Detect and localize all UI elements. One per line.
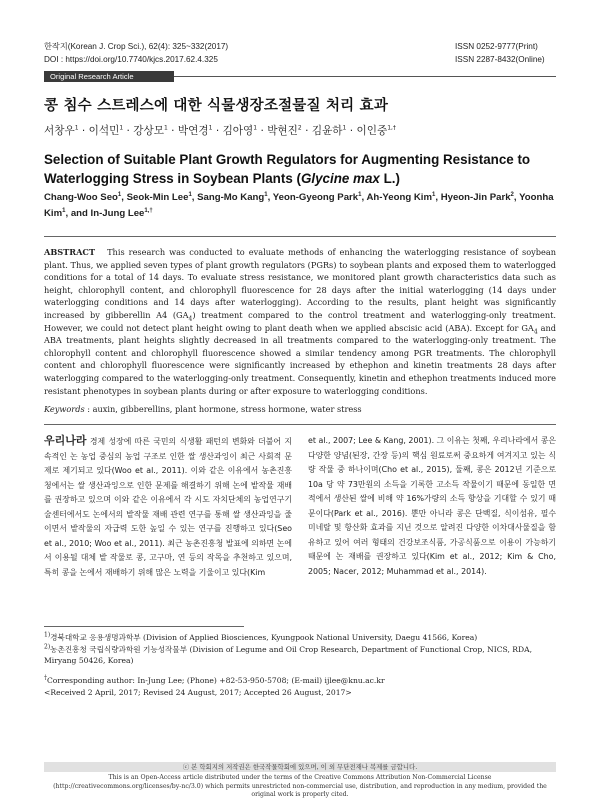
affiliation-marker: 1	[62, 207, 66, 214]
abstract-bottom-rule	[44, 424, 556, 425]
subscript: 4	[533, 328, 538, 336]
footnote-rule	[44, 626, 244, 627]
article-type-rule	[174, 76, 556, 77]
english-title	[44, 150, 554, 188]
affiliation-marker: 2	[510, 191, 514, 198]
affiliation-marker: 1,†	[387, 124, 396, 132]
english-author-name: Seok-Min Lee	[126, 192, 189, 203]
article-type-label: Original Research Article	[44, 71, 174, 82]
affiliation-2: $^{2)}$농촌진흥청 국립식량과학원 기능성작물부 (Division of Legume and Oil Crop Research, Department of Functional Crop, NICS, RDA, Miryang 50426, Korea)	[44, 643, 532, 666]
affiliation-marker: 1	[188, 191, 192, 198]
doi-text[interactable]: DOI : https://doi.org/10.7740/kjcs.2017.62.4.325	[44, 55, 218, 64]
journal-citation: 한작지(Korean J. Crop Sci.), 62(4): 325~332(2017)	[44, 42, 229, 51]
received-dates: <Received 2 April, 2017; Revised 24 August, 2017; Accepted 26 August, 2017>	[44, 687, 352, 697]
author-conjunction: and	[70, 207, 91, 219]
corr-marker: †	[44, 674, 47, 682]
affiliation-marker: 1	[264, 191, 268, 198]
author-separator: ·	[123, 125, 134, 137]
english-author-name: Sang-Mo Kang	[197, 192, 265, 203]
license-text: This is an Open-Access article distributed under the terms of the Creative Commons Attribution Non-Commercial License (http://creativecommons.org/licenses/by-nc/3.0) which permits unrestricted non-commercial use, distribution, and reproduction in any medium, provided the original work is properly cited.	[53, 774, 547, 799]
korean-author-name: 이인중	[356, 125, 388, 137]
subscript: 4	[188, 315, 193, 323]
author-separator: ·	[257, 125, 268, 137]
english-author-name: Yoonha Kim	[44, 192, 554, 219]
issn-online: ISSN 2287-8432(Online)	[455, 55, 545, 64]
copyright-bar: ⓒ 본 학회지의 저작권은 한국작물학회에 있으며, 이 외 무단전재나 복제를 금합니다.	[44, 762, 556, 772]
affiliation-marker: 2	[297, 124, 302, 132]
abstract-text-3: and ABA treatments, plant heights slightly decreased in all treatments compared to the waterlogging-only treatment. The chlorophyll content and chlorophyll fluorescence showed a similar tendency among PGR treatments. The chlorophyll content and chlorophyll fluorescence were significantly increased by ethephon and kinetin treatments 28 days after waterlogging compared to the waterlogging-only treatment. Consequently, kinetin and ethephon treatments induced more resistant phenotypes in soybean plants during or after exposure to waterlogging conditions.	[44, 322, 557, 396]
korean-author-name: 강상모	[133, 125, 164, 137]
korean-author-name: 김윤하	[311, 125, 343, 137]
english-author-name: In-Jung Lee	[90, 207, 145, 219]
corresponding-author: †Corresponding author: In-Jung Lee; (Phone) +82-53-950-5708; (E-mail) ijlee@knu.ac.kr	[44, 674, 385, 685]
abstract-text-1: This research was conducted to evaluate methods of enhancing the waterlogging resistance of soybean plant. Thus, we applied seven types of plant growth regulators (PGRs) to soybean plants and exposed them to waterlogged conditions for a total of 14 days. To evaluate stress resistance, we monitored plant growth characteristics data such as height, chlorophyll content, and chlorophyll fluorescence for 28 days after the initial waterlogging (14 days under waterlogging conditions and 14 days after waterlogging). According to the results, plant height was significantly increased by gibberellin A4 (GA	[44, 247, 557, 320]
abstract-text-2: ) treatment compared to the control treatment and waterlogging-only treatment. However, we could not detect plant height owing to plant death when we applied abscisic acid (ABA). Except for GA	[44, 309, 556, 333]
english-authors: Chang-Woo Seo$^1$, Seok-Min Lee$^1$, Sang-Mo Kang$^1$, Yeon-Gyeong Park$^1$, Ah-Yeong Kim$^1$, Hyeon-Jin Park$^2$, Yoonha Kim$^1$, and In-Jung Lee$^{1,\dagger}$	[44, 191, 554, 219]
affiliation-marker: 1	[74, 124, 79, 132]
species-name: Glycine max	[300, 171, 380, 186]
english-title-suffix: L.)	[379, 171, 400, 186]
korean-author-name: 이석민	[88, 125, 120, 137]
affiliation-marker: 1	[432, 191, 436, 198]
abstract	[44, 246, 556, 397]
korean-author-name: 박연경	[177, 125, 209, 137]
article-type-bar	[44, 71, 556, 82]
english-author-name: Yeon-Gyeong Park	[272, 192, 359, 203]
english-author-name: Ah-Yeong Kim	[366, 192, 432, 203]
footnotes	[44, 632, 556, 699]
affiliation-1: $^{1)}$경북대학교 응용생명과학부 (Division of Applied Biosciences, Kyungpook National University, Daegu 41566, Korea)	[44, 631, 478, 642]
keywords-text: : auxin, gibberellins, plant hormone, stress hormone, water stress	[84, 404, 362, 414]
korean-author-name: 김아영	[222, 125, 254, 137]
author-separator: ·	[167, 125, 178, 137]
body-column-right: et al., 2007; Lee & Kang, 2001). 그 이유는 첫째, 우리나라에서 콩은 다양한 양념(된장, 간장 등)의 핵심 원료로써 중요하게 여겨지고 있는 식량 작물 중 하나이며(Cho et al., 2015), 둘째, 콩은 2012년 기준으로 10a 당 약 73만원의 소득을 기록한 고소득 작물이기 때문에 동일한 면적에서 생산된 쌀에 비해 약 16%가량의 소득 향상을 기대할 수 있기 때문이다(Park et al., 2016). 뿐만 아니라 콩은 단백질, 식이섬유, 필수 미네랄 및 항산화 효과를 지닌 것으로 알려진 다양한 이차대사물질을 함유하고 있어 여러 형태의 건강보조식품, 가공식품으로 이용이 가능하기 때문에 논 재배를 권장하고 있다(Kim et al., 2012; Kim & Cho, 2005; Nacer, 2012; Muhammad et al., 2014).	[308, 436, 556, 576]
english-author-name: Hyeon-Jin Park	[440, 192, 511, 203]
author-separator: ·	[301, 125, 312, 137]
abstract-label: ABSTRACT	[44, 247, 96, 257]
affiliation-marker: 1	[253, 124, 258, 132]
english-title-main: Selection of Suitable Plant Growth Regulators for Augmenting Resistance to Waterlogging Stress in Soybean Plants (	[44, 152, 531, 186]
author-separator: ·	[346, 125, 357, 137]
korean-title: 콩 침수 스트레스에 대한 식물생장조절물질 처리 효과	[44, 98, 389, 114]
korean-authors	[44, 123, 396, 138]
affiliation-marker: 1	[119, 124, 124, 132]
abstract-top-rule	[44, 236, 556, 237]
body-left-text: 경제 성장에 따른 국민의 식생활 패턴의 변화와 더불어 지속적인 논 농업 중심의 농업 구조로 인한 쌀 생산과잉이 최근 사회적 문제로 제기되고 있다(Woo et al., 2011). 이와 같은 이유에서 농촌진흥청에서는 쌀 생산과잉으로 인한 문제를 해결하기 위해 논에 밭작물 재배를 권장하고 있으며 이와 같은 이유에서 각 시도 자치단체의 농업연구기술센터에서도 논에서의 밭작물 재배 관련 연구를 통해 쌀 생산과잉을 줄이면서 밭작물의 자급력 도한 높일 수 있는 연구를 진행하고 있다(Seo et al., 2010; Woo et al., 2011). 최근 농촌진흥청 발표에 의하면 논에서 이용될 대체 밭 작물로 콩, 고구마, 연 등의 작목을 추천하고 있으며, 특히 콩을 논에서 재배하기 위해 많은 노력을 기울이고 있다(Kim	[44, 437, 292, 577]
korean-author-name: 서창우	[44, 125, 75, 137]
journal-header	[44, 40, 228, 66]
keywords-label: Keywords	[44, 404, 85, 414]
affiliation-marker: 1	[358, 191, 362, 198]
keywords	[44, 404, 556, 414]
issn-print: ISSN 0252-9777(Print)	[455, 42, 538, 51]
footnote-gap	[44, 668, 556, 675]
korean-author-name: 박현진	[267, 125, 298, 137]
affiliation-marker: 1,†	[144, 207, 153, 214]
affiliation-marker: 1	[163, 124, 168, 132]
aff1-marker: 1)	[44, 631, 51, 639]
author-separator: ·	[78, 125, 89, 137]
body-column-left	[44, 434, 292, 580]
affiliation-marker: 1	[117, 191, 122, 198]
issn-block	[455, 40, 545, 66]
affiliation-marker: 1	[342, 124, 347, 132]
body-lead-word: 우리나라	[44, 434, 87, 447]
author-separator: ·	[212, 125, 223, 137]
affiliation-marker: 1	[208, 124, 213, 132]
english-author-name: Chang-Woo Seo	[44, 192, 118, 203]
aff2-marker: 2)	[44, 643, 51, 651]
